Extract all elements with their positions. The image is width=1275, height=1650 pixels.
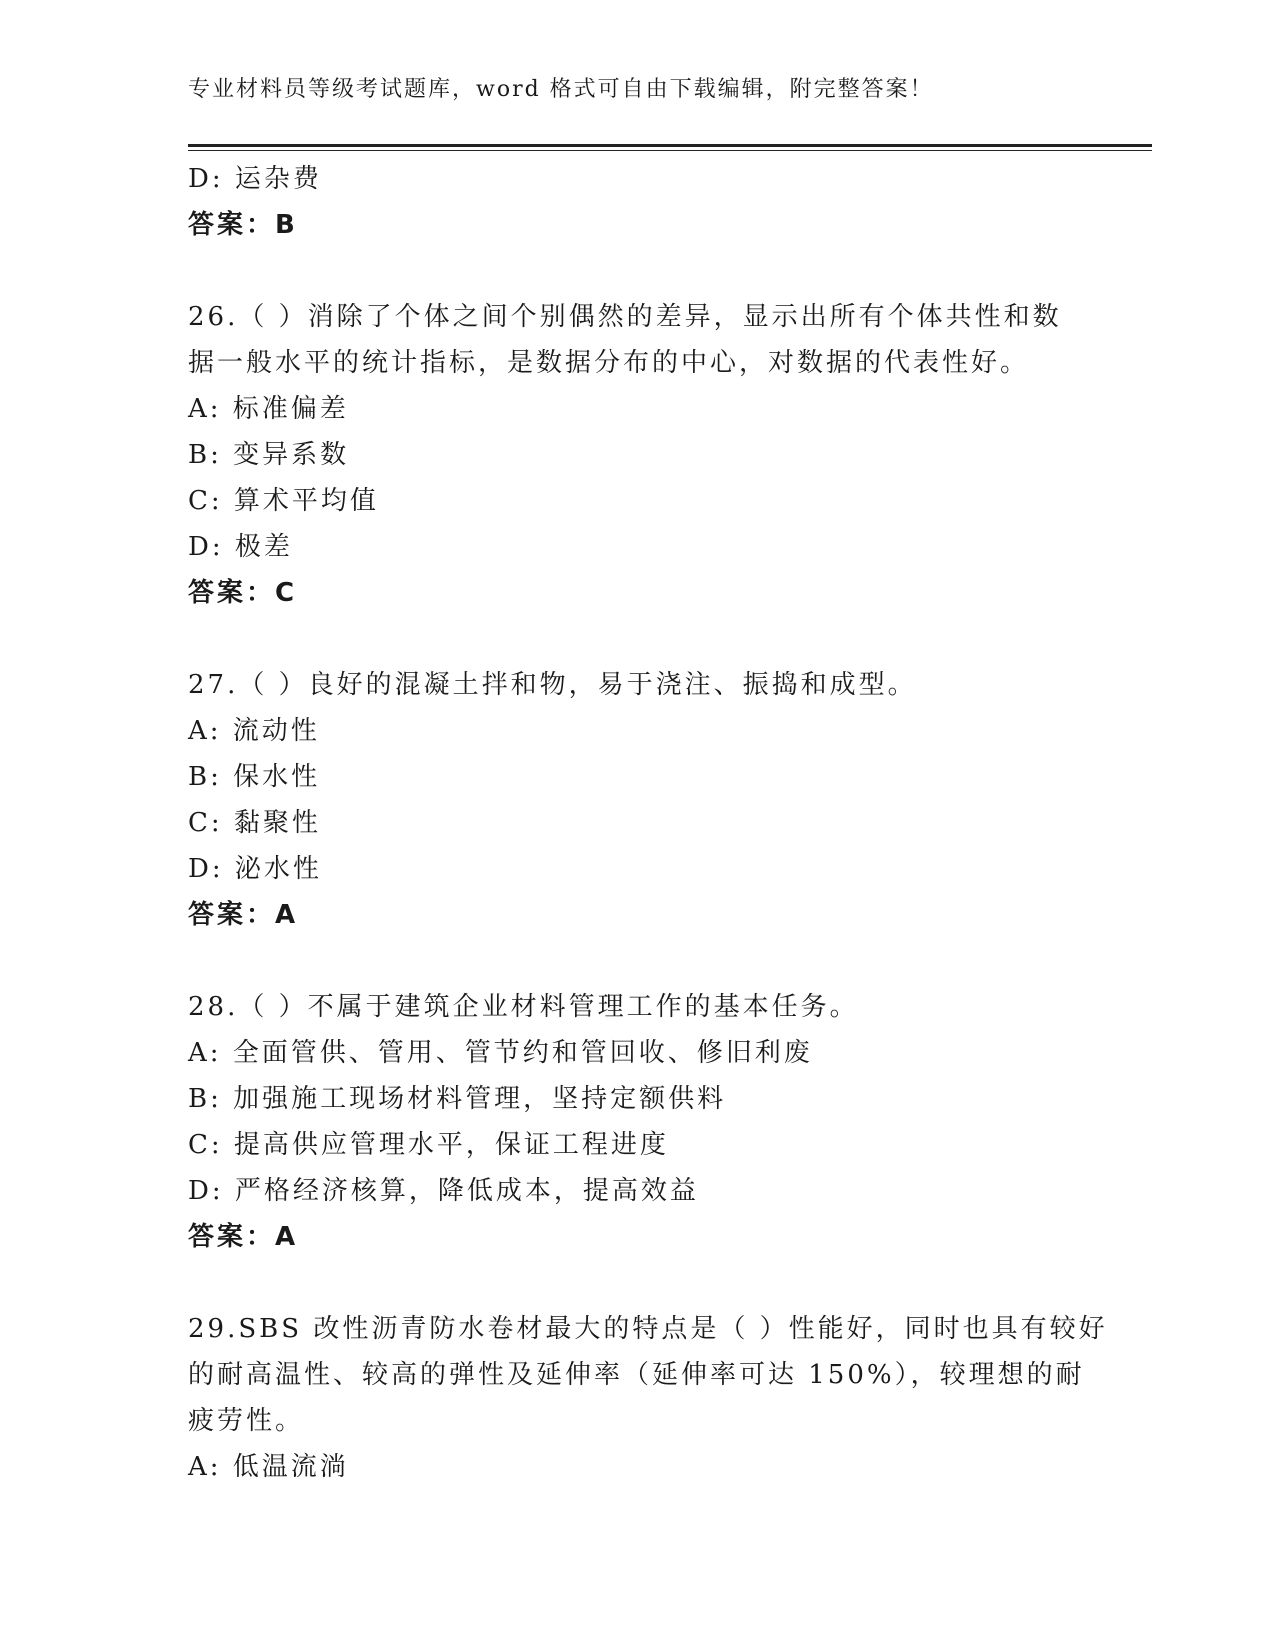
spacer [188, 1260, 1088, 1306]
option-line: C: 提高供应管理水平，保证工程进度 [188, 1130, 669, 1160]
page-header: 专业材料员等级考试题库，word 格式可自由下载编辑，附完整答案！ [188, 77, 934, 102]
option-line: D: 运杂费 [188, 164, 322, 194]
option-line: A: 全面管供、管用、管节约和管回收、修旧利废 [188, 1038, 813, 1068]
spacer [188, 248, 1088, 294]
question-text-line: 的耐高温性、较高的弹性及延伸率（延伸率可达 150%），较理想的耐 [188, 1360, 1085, 1390]
answer-line: 答案：A [188, 1222, 299, 1252]
option-line: D: 泌水性 [188, 854, 322, 884]
question-text-line: 26.（ ）消除了个体之间个别偶然的差异，显示出所有个体共性和数 [188, 302, 1062, 332]
option-line: B: 保水性 [188, 762, 321, 792]
option-line: D: 严格经济核算，降低成本，提高效益 [188, 1176, 699, 1206]
question-block [188, 294, 1088, 616]
option-line: D: 极差 [188, 532, 293, 562]
option-line: B: 变异系数 [188, 440, 350, 470]
option-line: C: 黏聚性 [188, 808, 321, 838]
answer-line: 答案：C [188, 578, 298, 608]
option-line: A: 标准偏差 [188, 394, 349, 424]
question-block [188, 984, 1088, 1260]
option-line: B: 加强施工现场材料管理，坚持定额供料 [188, 1084, 727, 1114]
header-rule [188, 144, 1152, 147]
option-line: A: 流动性 [188, 716, 320, 746]
question-text-line: 据一般水平的统计指标，是数据分布的中心，对数据的代表性好。 [188, 348, 1030, 378]
question-block [188, 1306, 1108, 1490]
option-line: C: 算术平均值 [188, 486, 379, 516]
question-text-line: 疲劳性。 [188, 1406, 305, 1436]
answer-line: 答案：B [188, 210, 298, 240]
question-text-line: 27.（ ）良好的混凝土拌和物，易于浇注、振捣和成型。 [188, 670, 917, 700]
answer-line: 答案：A [188, 900, 299, 930]
question-content [188, 156, 1108, 1490]
question-text-line: 29.SBS 改性沥青防水卷材最大的特点是（ ）性能好，同时也具有较好 [188, 1314, 1108, 1344]
question-text-line: 28.（ ）不属于建筑企业材料管理工作的基本任务。 [188, 992, 859, 1022]
header-rule-thin [188, 150, 1152, 151]
option-line: A: 低温流淌 [188, 1452, 349, 1482]
spacer [188, 616, 1088, 662]
question-block [188, 662, 1088, 938]
spacer [188, 938, 1088, 984]
